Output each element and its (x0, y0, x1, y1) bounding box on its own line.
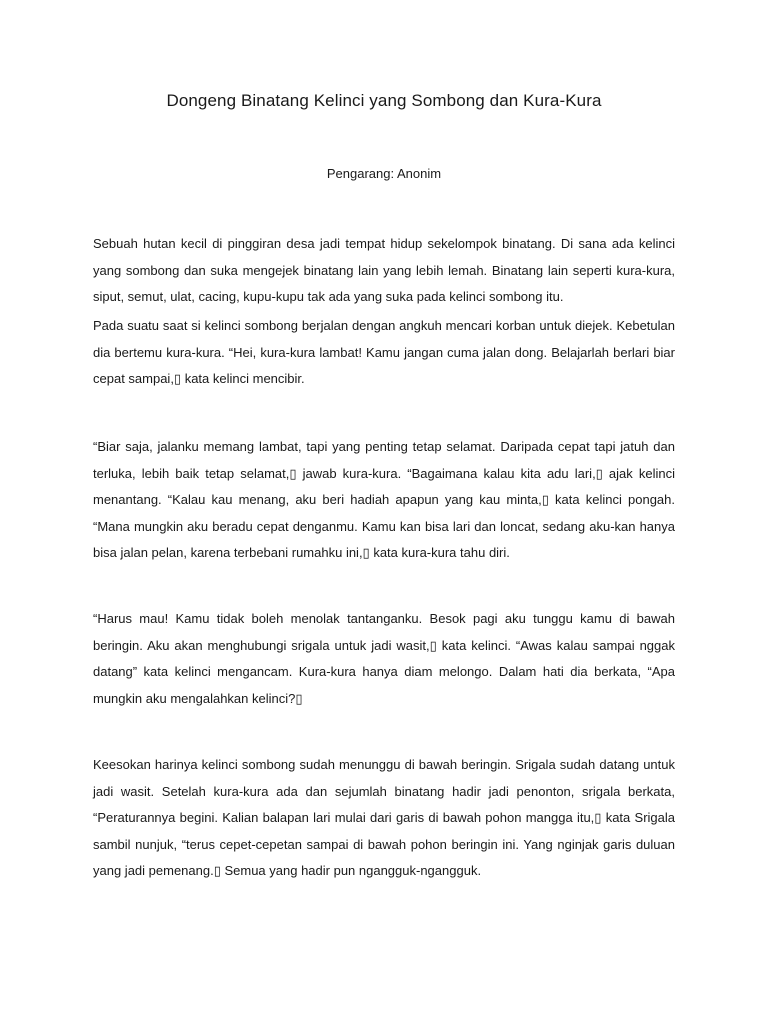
paragraph: “Harus mau! Kamu tidak boleh menolak tantanganku. Besok pagi aku tunggu kamu di bawah beringin. Aku akan menghubungi srigala untuk jadi wasit,▯ kata kelinci. “Awas kalau sampai nggak datang” kata kelinci mengancam. Kura-kura hanya diam melongo. Dalam hati dia berkata, “Apa mungkin aku mengalahkan kelinci?▯ (93, 611, 675, 706)
author-line: Pengarang: Anonim (326, 166, 442, 181)
document-title: Dongeng Binatang Kelinci yang Sombong dan Kura-Kura (166, 91, 602, 110)
paragraph: Pada suatu saat si kelinci sombong berjalan dengan angkuh mencari korban untuk diejek. Kebetulan dia bertemu kura-kura. “Hei, kura-kura lambat! Kamu jangan cuma jalan dong. Belajarlah berlari biar cepat sampai,▯ kata kelinci mencibir. (93, 318, 675, 386)
paragraph: Keesokan harinya kelinci sombong sudah menunggu di bawah beringin. Srigala sudah datang untuk jadi wasit. Setelah kura-kura ada dan sejumlah binatang hadir jadi penonton, srigala berkata, “Peraturannya begini. Kalian balapan lari mulai dari garis di bawah pohon mangga itu,▯ kata Srigala sambil nunjuk, “terus cepet-cepetan sampai di bawah pohon beringin ini. Yang nginjak garis duluan yang jadi pemenang.▯ Semua yang hadir pun ngangguk-ngangguk. (93, 757, 675, 878)
paragraph: “Biar saja, jalanku memang lambat, tapi yang penting tetap selamat. Daripada cepat tapi jatuh dan terluka, lebih baik tetap selamat,▯ jawab kura-kura. “Bagaimana kalau kita adu lari,▯ ajak kelinci menantang. “Kalau kau menang, aku beri hadiah apapun yang kau minta,▯ kata kelinci pongah. “Mana mungkin aku beradu cepat denganmu. Kamu kan bisa lari dan loncat, sedang aku-kan hanya bisa jalan pelan, karena terbebani rumahku ini,▯ kata kura-kura tahu diri. (93, 439, 675, 560)
paragraph: Sebuah hutan kecil di pinggiran desa jadi tempat hidup sekelompok binatang. Di sana ada kelinci yang sombong dan suka mengejek binatang lain yang lebih lemah. Binatang lain seperti kura-kura, siput, semut, ulat, cacing, kupu-kupu tak ada yang suka pada kelinci sombong itu. (93, 236, 675, 304)
